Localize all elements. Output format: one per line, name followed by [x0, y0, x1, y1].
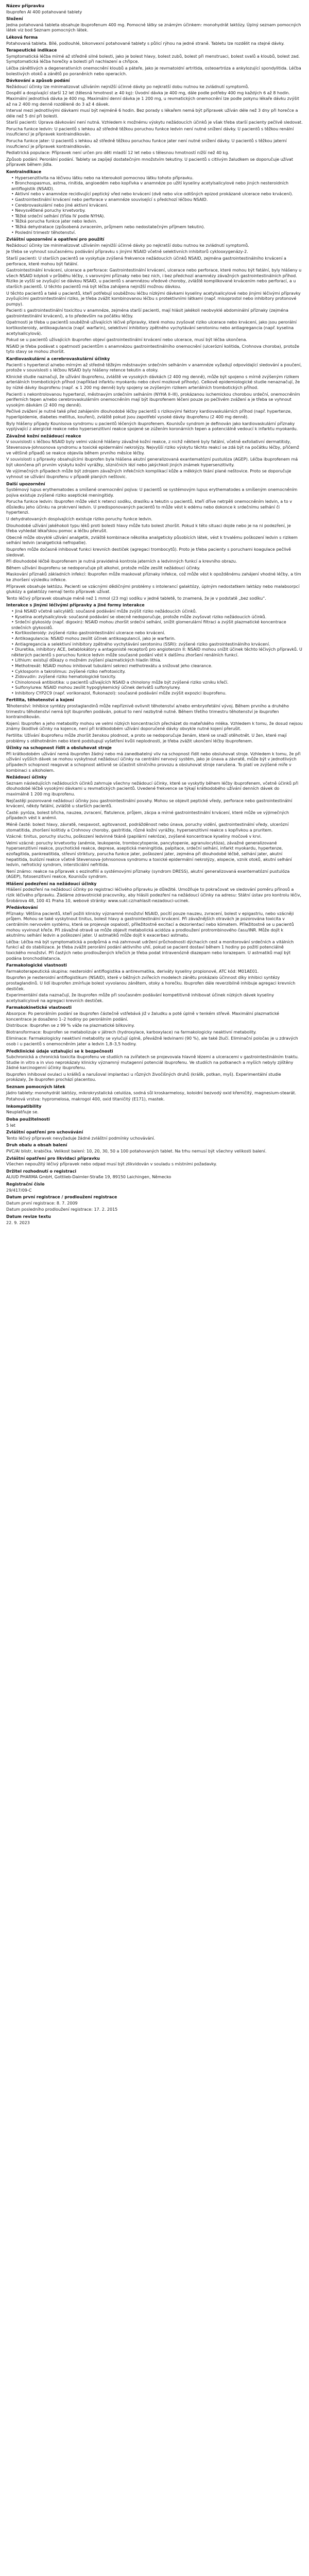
section-paragraph: Farmakoterapeutická skupina: nesteroidní antiflogistika a antirevmatika, deriváty kyseliny propionové, ATC kód: M01AE01.	[6, 969, 259, 974]
section-paragraph: Interval mezi jednotlivými dávkami musí být nejméně 6 hodin. Bez porady s lékařem nemá být přípravek užíván déle než 3 dny při horečce a déle než 5 dní při bolesti.	[6, 108, 298, 118]
section-heading: Seznam pomocných látek	[6, 1084, 65, 1090]
section-paragraph: Při krátkodobém užívání nemá ibuprofen žádný nebo má zanedbatelný vliv na schopnost řídit nebo obsluhovat stroje. Vzhledem k tomu, že při užívání vyšších dávek se mohou vyskytnout nežádoucí účinky na centrální nervový systém, jako je únava a závratě, může být v jednotlivých případech schopnost reagovat a schopnost aktivně se účastnit silničního provozu a obsluhovat stroje narušena. To platí ve zvýšené míře v kombinaci s alkoholem.	[6, 751, 301, 773]
section-paragraph: Léčba: Léčba má být symptomatická a podpůrná a má zahrnovat udržení průchodnosti dýchacích cest a monitorování srdečních a vitálních funkcí až do stabilizace. Je třeba zvážit perorální podání aktivního uhlí, pokud se pacient dostaví během 1 hodiny po požití potenciálně toxického množství. Při častých nebo prodloužených křečích je třeba podat intravenózně diazepam nebo lorazepam. U astmatiků mají být podána bronchodilatancia.	[6, 939, 294, 961]
section	[6, 1104, 303, 1115]
section-paragraph: 22. 9. 2023	[6, 1220, 30, 1225]
section-paragraph: Dospělí a dospívající starší 12 let (tělesná hmotnost ≥ 40 kg): Úvodní dávka je 400 mg, dále podle potřeby 400 mg každých 6 až 8 hodin. Maximální jednotlivá dávka je 400 mg. Maximální denní dávka je 1 200 mg, u revmatických onemocnění lze podle pokynu lékaře dávku zvýšit až na 2 400 mg denně rozděleně do 3 až 4 dávek.	[6, 91, 299, 107]
section	[6, 482, 303, 602]
section-paragraph: Datum posledního prodloužení registrace: 17. 2. 2015	[6, 1207, 118, 1212]
section-paragraph: U dehydratovaných dospívajících existuje riziko poruchy funkce ledvin.	[6, 517, 152, 522]
section-heading: Interakce s jinými léčivými přípravky a jiné formy interakce	[6, 603, 145, 608]
section-paragraph: Není známo: reakce na přípravek s eozinofilií a systémovými příznaky (syndrom DRESS), akutní generalizovaná exantematózní pustulóza (AGEP), fotosenzitivní reakce, Kounisův syndrom.	[6, 869, 290, 879]
section-heading: Inkompatibility	[6, 1104, 42, 1109]
section-paragraph: Je třeba se vyhnout současnému podávání přípravku s jinými NSAID včetně selektivních inhibitorů cyklooxygenázy-2.	[6, 249, 248, 255]
list-item: • Cyklosporin a takrolimus: zvýšené riziko nefrotoxicity.	[11, 669, 303, 675]
section-paragraph: Potahová vrstva: hypromelosa, makrogol 400, oxid titaničitý (E171), mastek.	[6, 1097, 165, 1102]
list-item: • Diuretika, inhibitory ACE, betablokátory a antagonisté receptorů pro angiotenzin II: NSAID mohou snížit účinek těchto léčivých přípravků. U některých pacientů s poruchou funkce ledvin může současné podání vést k dalšímu zhoršení renálních funkcí.	[11, 647, 303, 658]
section	[6, 1143, 303, 1154]
section-heading: Název přípravku	[6, 4, 44, 8]
section-paragraph: Hlášení podezření na nežádoucí účinky po registraci léčivého přípravku je důležité. Umožňuje to pokračovat ve sledování poměru přínosů a rizik léčivého přípravku. Žádáme zdravotnické pracovníky, aby hlásili podezření na nežádoucí účinky na adresu: Státní ústav pro kontrolu léčiv, Šrobárova 48, 100 41 Praha 10, webové stránky: www.sukl.cz/nahlasit-nezadouci-ucinek.	[6, 887, 301, 903]
section	[6, 1084, 303, 1103]
section	[6, 1182, 303, 1193]
section-paragraph: Subchronická a chronická toxicita ibuprofenu ve studiích na zvířatech se projevovala hlavně lézemi a ulceracemi v gastrointestinálním traktu. Studie in vitro a in vivo neprokázaly klinicky významný mutagenní potenciál ibuprofenu. Ve studiích na potkanech a myších nebyly zjištěny žádné karcinogenní účinky ibuprofenu.	[6, 1055, 299, 1071]
section-heading: Farmakokinetické vlastnosti	[6, 1005, 72, 1010]
section-paragraph: Obecně může obvyklé užívání analgetik, zvláště kombinace několika analgeticky působících látek, vést k trvalému poškození ledvin s rizikem selhání ledvin (analgetická nefropatie).	[6, 535, 298, 546]
section-heading: Kardiovaskulární a cerebrovaskulární účinky	[6, 357, 110, 362]
section-heading: Léková forma	[6, 35, 38, 40]
section-paragraph: Seznam následujících nežádoucích účinků zahrnuje všechny nežádoucí účinky, které se vyskytly během léčby ibuprofenem, včetně účinků při dlouhodobé léčbě vysokými dávkami u revmatických pacientů. Uvedené frekvence se týkají krátkodobého užívání denních dávek do maximálně 1 200 mg ibuprofenu.	[6, 781, 299, 796]
section-heading: Předávkování	[6, 905, 38, 910]
section-heading: Účinky na schopnost řídit a obsluhovat stroje	[6, 745, 112, 751]
section	[6, 882, 303, 904]
section-paragraph: Jádro tablety: monohydrát laktózy, mikrokrystalická celulóza, sodná sůl kroskarmelosy, koloidní bezvodý oxid křemičitý, magnesium-stearát.	[6, 1090, 297, 1095]
section-paragraph: Kojení: Ibuprofen a jeho metabolity mohou ve velmi nízkých koncentracích přecházet do mateřského mléka. Vzhledem k tomu, že dosud nejsou známy škodlivé účinky na kojence, není při krátkodobém užívání doporučené dávky obvykle nutné kojení přerušit.	[6, 721, 303, 732]
section	[6, 963, 303, 1004]
list-item: • Gastrointestinální krvácení nebo perforace v anamnéze související s předchozí léčbou NSAID.	[11, 197, 303, 203]
section-paragraph: Pečlivé zvážení je nutné také před zahájením dlouhodobé léčby pacientů s rizikovými faktory kardiovaskulárních příhod (např. hypertenze, hyperlipidemie, diabetes mellitus, kouření), zvláště pokud jsou zapotřebí vysoké dávky ibuprofenu (2 400 mg denně).	[6, 409, 292, 419]
section-paragraph: Absorpce: Po perorálním podání se ibuprofen částečně vstřebává již v žaludku a poté úplně v tenkém střevě. Maximální plazmatické koncentrace je dosaženo 1–2 hodiny po perorálním podání.	[6, 1011, 280, 1022]
section-paragraph: Těhotenství: Inhibice syntézy prostaglandinů může nepříznivě ovlivnit těhotenství a/nebo embryofetální vývoj. Během prvního a druhého trimestru těhotenství nemá být ibuprofen podáván, pokud to není nezbytně nutné. Během třetího trimestru těhotenství je ibuprofen kontraindikován.	[6, 704, 289, 720]
section-paragraph: Způsob podání: Perorální podání. Tablety se zapíjejí dostatečným množstvím tekutiny. U pacientů s citlivým žaludkem se doporučuje užívat přípravek během jídla.	[6, 157, 293, 167]
list-item: • Kyselina acetylsalicylová: současné podávání se obecně nedoporučuje, protože může zvyšovat riziko nežádoucích účinků.	[11, 615, 303, 620]
section-heading: Složení	[6, 16, 23, 22]
section-paragraph: Nežádoucí účinky lze minimalizovat užíváním nejnižší účinné dávky po nejkratší dobu nutnou ke zvládnutí symptomů.	[6, 243, 249, 248]
section-paragraph: Ve výjimečných případech může být zdrojem závažných infekčních komplikací kůže a měkkých tkání plané neštovice. Proto se doporučuje vyhnout se užívání ibuprofenu v případě planých neštovic.	[6, 469, 291, 479]
section-heading: Nežádoucí účinky	[6, 775, 47, 780]
section-paragraph: Pacienti s hypertenzí a/nebo mírným až středně těžkým městnavým srdečním selháním v anamnéze vyžadují odpovídající sledování a poučení, protože v souvislosti s léčbou NSAID byly hlášeny retence tekutin a otoky.	[6, 362, 302, 373]
section-paragraph: Gastrointestinální krvácení, ulcerace a perforace: Gastrointestinální krvácení, ulcerace nebo perforace, které mohou být fatální, byly hlášeny u všech NSAID kdykoli v průběhu léčby, s varovnými příznaky nebo bez nich, i bez předchozí anamnézy závažných gastrointestinálních příhod. Riziko je vyšší se zvyšující se dávkou NSAID, u pacientů s anamnézou vředové choroby, zvláště komplikované krvácením nebo perforací, a u starších pacientů. U těchto pacientů má být léčba zahájena nejnižší možnou dávkou.	[6, 268, 302, 289]
section-paragraph: Ibuprofen je nesteroidní antiflogistikum (NSAID), které v běžných zvířecích modelech zánětu prokázalo účinnost díky inhibici syntézy prostaglandinů. U lidí ibuprofen zmírňuje bolest vyvolanou zánětem, otoky a horečku. Ibuprofen dále reverzibilně inhibuje agregaci krevních destiček.	[6, 975, 296, 991]
section-paragraph: Systémový lupus erythematodes a smíšené onemocnění pojiva: U pacientů se systémovým lupus erythematodes a smíšeným onemocněním pojiva existuje zvýšené riziko aseptické meningitidy.	[6, 487, 298, 498]
section-heading: Terapeutické indikace	[6, 48, 57, 53]
section-heading: Další upozornění	[6, 481, 45, 486]
section-paragraph: Ibuprofen Al 400 potahované tablety	[6, 9, 82, 14]
section-paragraph: Porucha funkce ledvin: Ibuprofen může vést k retenci sodíku, draslíku a tekutin u pacientů, kteří dříve netrpěli onemocněním ledvin, a to v důsledku jeho účinku na prokrvení ledvin. U predisponovaných pacientů to může vést k edému nebo dokonce k srdečnímu selhání či hypertenzi.	[6, 499, 292, 515]
section-paragraph: Během užívání ibuprofenu se nedoporučuje pít alkohol, protože může zesílit nežádoucí účinky.	[6, 565, 200, 570]
section	[6, 357, 303, 432]
list-item: • Lithium: existují důkazy o možném zvýšení plazmatických hladin lithia.	[11, 658, 303, 664]
section-heading: Datum první registrace / prodloužení registrace	[6, 1195, 117, 1200]
section-paragraph: V souvislosti s přípravky obsahujícími ibuprofen byla hlášena akutní generalizovaná exantematózní pustulóza (AGEP). Léčba ibuprofenem má být ukončena při prvním výskytu kožní vyrážky, slizničních lézí nebo jakýchkoli jiných známek hypersenzitivity.	[6, 457, 298, 467]
section-paragraph: Distribuce: Ibuprofen se z 99 % váže na plazmatické bílkoviny.	[6, 1023, 135, 1028]
section	[6, 434, 303, 480]
section-paragraph: Pacienti s gastrointestinální toxicitou v anamnéze, zejména starší pacienti, mají hlásit jakékoli neobvyklé abdominální příznaky (zejména gastrointestinální krvácení), a to především na počátku léčby.	[6, 308, 288, 318]
section-paragraph: V souvislosti s léčbou NSAID byly velmi vzácně hlášeny závažné kožní reakce, z nichž některé byly fatální, včetně exfoliativní dermatitidy, Stevensova-Johnsonova syndromu a toxické epidermální nekrolýzy. Nejvyšší riziko výskytu těchto reakcí se zdá být na počátku léčby, přičemž ve většině případů se reakce objevila během prvního měsíce léčby.	[6, 439, 299, 455]
section	[6, 1117, 303, 1128]
list-item: • Chinolonová antibiotika: u pacientů užívajících NSAID a chinolony může být zvýšené riziko vzniku křečí.	[11, 680, 303, 686]
section-heading: Zvláštní opatření pro uchovávání	[6, 1130, 83, 1135]
section-paragraph: Vzácné: tinitus, poruchy sluchu, poškození ledvinné tkáně (papilární nekróza), zvýšené koncentrace kyseliny močové v krvi.	[6, 834, 262, 839]
list-item: • Nevysvětlené poruchy krvetvorby.	[11, 208, 303, 214]
section-paragraph: Symptomatická léčba mírné až středně silné bolesti, jako je bolest hlavy, bolest zubů, bolest při menstruaci, bolest svalů a kloubů, bolest zad. Symptomatická léčba horečky a bolesti při nachlazení a chřipce.	[6, 54, 300, 64]
section-paragraph: Biotransformace: Ibuprofen se metabolizuje v játrech (hydroxylace, karboxylace) na farmakologicky neaktivní metabolity.	[6, 1029, 256, 1035]
list-item: • Cerebrovaskulární nebo jiné aktivní krvácení.	[11, 203, 303, 209]
section-paragraph: Léčba zánětlivých a degenerativních onemocnění kloubů a páteře, jako je revmatoidní artritida, osteoartróza a ankylozující spondylitida. Léčba bolestivých otoků a zánětů po poraněních nebo operacích.	[6, 65, 301, 76]
section-paragraph: 5 let	[6, 1123, 15, 1128]
list-item: • Hypersenzitivita na léčivou látku nebo na kteroukoli pomocnou látku tohoto přípravku.	[11, 176, 303, 181]
section	[6, 698, 303, 744]
section	[6, 170, 303, 235]
section-paragraph: Maskování příznaků základních infekcí: Ibuprofen může maskovat příznaky infekce, což může vést k opožděnému zahájení vhodné léčby, a tím ke zhoršení výsledku infekce.	[6, 572, 301, 582]
section-paragraph: Pacienti s nekontrolovanou hypertenzí, městnavým srdečním selháním (NYHA II–III), prokázanou ischemickou chorobou srdeční, onemocněním periferních tepen a/nebo cerebrovaskulárním onemocněním mají být ibuprofenem léčeni pouze po pečlivém zvážení a je třeba se vyhnout vysokým dávkám (2 400 mg denně).	[6, 392, 300, 408]
section-heading: Zvláštní upozornění a opatření pro použití	[6, 237, 105, 242]
list-item: • Zidovudin: zvýšené riziko hematologické toxicity.	[11, 674, 303, 680]
section	[6, 237, 303, 355]
section-heading: Předklinické údaje vztahující se k bezpečnosti	[6, 1048, 113, 1054]
section-heading: Závažné kožní nežádoucí reakce	[6, 433, 81, 438]
section-heading: Datum revize textu	[6, 1214, 51, 1219]
section-heading: Druh obalu a obsah balení	[6, 1143, 67, 1148]
section-paragraph: Velmi vzácné: poruchy krvetvorby (anémie, leukopenie, trombocytopenie, pancytopenie, agranulocytóza), závažné generalizované hypersenzitivní reakce, psychotické reakce, deprese, aseptická meningitida, palpitace, srdeční selhání, infarkt myokardu, hypertenze, ezofagitida, pankreatitida, střevní striktury, porucha funkce jater, poškození jater, zejména při dlouhodobé léčbě, selhání jater, akutní hepatitida, bulózní reakce včetně Stevensova-Johnsonova syndromu a toxické epidermální nekrolýzy, alopecie, vznik otoků, akutní selhání ledvin, nefrotický syndrom, intersticiální nefritida.	[6, 840, 292, 868]
section-heading: Fertilita, těhotenství a kojení	[6, 698, 74, 703]
section	[6, 16, 303, 33]
section	[6, 745, 303, 773]
list-item: • Těžká dehydratace (způsobená zvracením, průjmem nebo nedostatečným příjmem tekutin).	[11, 225, 303, 230]
section	[6, 1214, 303, 1226]
section-heading: Kontraindikace	[6, 170, 42, 175]
section-paragraph: Neuplatňuje se.	[6, 1110, 39, 1115]
section	[6, 1005, 303, 1047]
list-item: • Srdeční glykosidy (např. digoxin): NSAID mohou zhoršit srdeční selhání, snížit glomerulární filtraci a zvýšit plazmatické koncentrace srdečních glykosidů.	[11, 620, 303, 631]
list-item: • Jiná NSAID včetně salicylátů: současné podávání může zvýšit riziko nežádoucích účinků.	[11, 609, 303, 615]
list-item: • Kortikosteroidy: zvýšené riziko gastrointestinální ulcerace nebo krvácení.	[11, 631, 303, 636]
section-paragraph: Starší pacienti: Úprava dávkování není nutná. Vzhledem k možnému výskytu nežádoucích účinků je však třeba starší pacienty pečlivě sledovat.	[6, 120, 303, 125]
section-paragraph: Datum první registrace: 8. 7. 2009	[6, 1200, 78, 1206]
section	[6, 1195, 303, 1213]
list-item: • Antiagregancia a selektivní inhibitory zpětného vychytávání serotoninu (SSRI): zvýšené riziko gastrointestinálního krvácení.	[11, 642, 303, 648]
section-paragraph: Starší pacienti: U starších pacientů se vyskytuje zvýšená frekvence nežádoucích účinků NSAID, zejména gastrointestinálního krvácení a perforace, které mohou být fatální.	[6, 256, 286, 266]
list-item: • Aktivní nebo v anamnéze recidivující peptický vřed nebo krvácení (dvě nebo více odlišných epizod prokázané ulcerace nebo krvácení).	[11, 192, 303, 197]
section	[6, 1049, 303, 1083]
document-body	[0, 0, 309, 1230]
list-item: • Antikoagulancia: NSAID mohou zesílit účinek antikoagulancií, jako je warfarin.	[11, 636, 303, 642]
section	[6, 775, 303, 880]
section-paragraph: Všechen nepoužitý léčivý přípravek nebo odpad musí být zlikvidován v souladu s místními požadavky.	[6, 1162, 217, 1167]
section-heading: Dávkování a způsob podání	[6, 78, 70, 83]
section-paragraph: 29/417/09-C	[6, 1188, 32, 1193]
list-item: • Sulfonylurea: NSAID mohou zesílit hypoglykemický účinek derivátů sulfonylurey.	[11, 685, 303, 691]
section-paragraph: Jedna potahovaná tableta obsahuje ibuprofenum 400 mg. Pomocné látky se známým účinkem: monohydrát laktózy. Úplný seznam pomocných látek viz bod Seznam pomocných látek.	[6, 22, 301, 33]
section	[6, 48, 303, 77]
section-paragraph: Dlouhodobé užívání jakéhokoli typu léků proti bolesti hlavy může tuto bolest zhoršit. Pokud k této situaci dojde nebo je na ni podezření, je třeba vyhledat lékařskou pomoc a léčbu přerušit.	[6, 523, 291, 534]
section-heading: Registrační číslo	[6, 1181, 45, 1187]
section-paragraph: Nežádoucí účinky lze minimalizovat užíváním nejnižší účinné dávky po nejkratší dobu nutnou ke zvládnutí symptomů.	[6, 84, 249, 89]
section-paragraph: Fertilita: Užívání ibuprofenu může zhoršit ženskou plodnost, a proto se nedoporučuje ženám, které se snaží otěhotnět. U žen, které mají problémy s otěhotněním nebo které podstupují vyšetření kvůli neplodnosti, je třeba zvážit ukončení léčby ibuprofenem.	[6, 733, 287, 743]
section-paragraph: Klinické studie naznačují, že užívání ibuprofenu, zvláště ve vysokých dávkách (2 400 mg denně), může být spojeno s mírně zvýšeným rizikem arteriálních trombotických příhod (například infarktu myokardu nebo cévní mozkové příhody). Celkově epidemiologické studie nenaznačují, že by nízké dávky ibuprofenu (např. ≤ 1 200 mg denně) byly spojeny se zvýšeným rizikem arteriálních trombotických příhod.	[6, 374, 300, 390]
section-paragraph: ALIUD PHARMA GmbH, Gottlieb-Daimler-Straße 19, 89150 Laichingen, Německo	[6, 1175, 171, 1180]
section-heading: Zvláštní opatření pro likvidaci přípravku	[6, 1156, 100, 1161]
section-paragraph: Porucha funkce ledvin: U pacientů s lehkou až středně těžkou poruchou funkce ledvin není nutné snížení dávky. U pacientů s těžkou renální insuficiencí je přípravek kontraindikován.	[6, 126, 294, 137]
section	[6, 1130, 303, 1141]
section-paragraph: Příznaky: Většina pacientů, kteří požili klinicky významné množství NSAID, pocítí pouze nauzeu, zvracení, bolest v epigastriu, nebo vzácněji průjem. Mohou se také vyskytnout tinitus, bolest hlavy a gastrointestinální krvácení. Při závažnějších otravách je pozorována toxicita v centrálním nervovém systému, která se projevuje ospalostí, příležitostně excitací a dezorientací nebo kómatem. Příležitostně se u pacientů mohou vyvinout křeče. Při závažné otravě se může objevit metabolická acidóza a prodloužení protrombinového času/INR. Může dojít k akutnímu selhání ledvin a poškození jater. U astmatiků může dojít k exacerbaci astmatu.	[6, 911, 294, 938]
section	[6, 905, 303, 961]
section-paragraph: Experimentální data naznačují, že ibuprofen může při současném podávání kompetitivně inhibovat účinek nízkých dávek kyseliny acetylsalicylové na agregaci krevních destiček.	[6, 993, 274, 1003]
section-paragraph: Ibuprofen může dočasně inhibovat funkci krevních destiček (agregaci trombocytů). Proto je třeba pacienty s poruchami koagulace pečlivě sledovat.	[6, 547, 291, 557]
section-paragraph: Byly hlášeny případy Kounisova syndromu u pacientů léčených ibuprofenem. Kounisův syndrom je definován jako kardiovaskulární příznaky vyplývající z alergické reakce nebo hypersenzitivní reakce spojené se zúžením koronárních tepen a potenciálně vedoucí k infarktu myokardu.	[6, 421, 298, 432]
section-paragraph: Porucha funkce jater: U pacientů s lehkou až středně těžkou poruchou funkce jater není nutné snížení dávky. U pacientů s těžkou jaterní insuficiencí je přípravek kontraindikován.	[6, 139, 287, 149]
section	[6, 4, 303, 15]
section-heading: Hlášení podezření na nežádoucí účinky	[6, 881, 97, 886]
section-paragraph: PVC/Al blistr, krabička. Velikost balení: 10, 20, 30, 50 a 100 potahovaných tablet. Na trhu nemusí být všechny velikosti balení.	[6, 1149, 267, 1154]
section-paragraph: Přípravek obsahuje laktózu. Pacienti se vzácnými dědičnými problémy s intolerancí galaktózy, úplným nedostatkem laktázy nebo malabsorpcí glukózy a galaktózy nemají tento přípravek užívat.	[6, 584, 300, 595]
section-paragraph: Tento léčivý přípravek obsahuje méně než 1 mmol (23 mg) sodíku v jedné tabletě, to znamená, že je v podstatě „bez sodíku“.	[6, 596, 266, 601]
section-heading: Doba použitelnosti	[6, 1117, 50, 1122]
section-paragraph: Tento léčivý přípravek nevyžaduje žádné zvláštní podmínky uchovávání.	[6, 1136, 156, 1141]
section-paragraph: NSAID je třeba podávat s opatrností pacientům s anamnézou gastrointestinálního onemocnění (ulcerózní kolitida, Crohnova choroba), protože tyto stavy se mohou zhoršit.	[6, 344, 299, 354]
list-item: • Bronchospasmus, astma, rinitida, angioedém nebo kopřivka v anamnéze po užití kyseliny acetylsalicylové nebo jiných nesteroidních antiflogistik (NSAID).	[11, 181, 303, 192]
section-paragraph: Pokud se u pacientů užívajících ibuprofen objeví gastrointestinální krvácení nebo ulcerace, musí být léčba ukončena.	[6, 337, 247, 343]
section-paragraph: Méně časté: bolest hlavy, závratě, nespavost, agitovanost, podrážděnost nebo únava, poruchy vidění, gastrointestinální vředy, ulcerózní stomatitida, zhoršení kolitidy a Crohnovy choroby, gastritida, různé kožní vyrážky, hypersenzitivní reakce s kopřivkou a pruritem.	[6, 822, 289, 833]
section	[6, 1169, 303, 1180]
section	[6, 1156, 303, 1167]
list-item: • Methotrexát: NSAID mohou inhibovat tubulární sekreci methotrexátu a snižovat jeho clearance.	[11, 664, 303, 669]
list-item: • Inhibitory CYP2C9 (např. vorikonazol, flukonazol): současné podávání může zvýšit expozici ibuprofenu.	[11, 691, 303, 697]
list-item: • Poslední trimestr těhotenství.	[11, 230, 303, 236]
section-paragraph: Při dlouhodobé léčbě ibuprofenem je nutná pravidelná kontrola jaterních a ledvinných funkcí a krevního obrazu.	[6, 559, 237, 564]
section-heading: Farmakologické vlastnosti	[6, 963, 67, 968]
section-paragraph: U těchto pacientů a také u pacientů, kteří potřebují souběžnou léčbu nízkými dávkami kyseliny acetylsalicylové nebo jinými léčivými přípravky zvyšujícími gastrointestinální riziko, je třeba zvážit kombinovanou léčbu s protektivními látkami (např. misoprostol nebo inhibitory protonové pumpy).	[6, 291, 301, 307]
section	[6, 35, 303, 46]
list-item: • Těžká porucha funkce jater nebo ledvin.	[11, 219, 303, 225]
section	[6, 603, 303, 696]
section-paragraph: Časté: pyróza, bolest břicha, nauzea, zvracení, flatulence, průjem, zácpa a mírné gastrointestinální krvácení, které může ve výjimečných případech vést k anémii.	[6, 810, 289, 821]
section-paragraph: Potahovaná tableta. Bílé, podlouhlé, bikonvexní potahované tablety s půlicí rýhou na jedné straně. Tabletu lze rozdělit na stejné dávky.	[6, 41, 285, 46]
section-paragraph: Pediatrická populace: Přípravek není určen pro děti mladší 12 let nebo s tělesnou hmotností nižší než 40 kg.	[6, 150, 229, 156]
list-item: • Těžké srdeční selhání (třída IV podle NYHA).	[11, 214, 303, 219]
section-paragraph: Ibuprofen inhiboval ovulaci u králíků a narušoval implantaci u různých živočišných druhů (králík, potkan, myš). Experimentální studie prokázaly, že ibuprofen prochází placentou.	[6, 1072, 281, 1082]
section-paragraph: Opatrnosti je třeba u pacientů souběžně užívajících léčivé přípravky, které mohou zvyšovat riziko ulcerace nebo krvácení, jako jsou perorální kortikosteroidy, antikoagulancia (např. warfarin), selektivní inhibitory zpětného vychytávání serotoninu nebo antiagregancia (např. kyselina acetylsalicylová).	[6, 320, 297, 336]
section-heading: Držitel rozhodnutí o registraci	[6, 1168, 77, 1174]
section-paragraph: Eliminace: Farmakologicky neaktivní metabolity se vylučují úplně, převážně ledvinami (90 %), ale také žlučí. Eliminační poločas je u zdravých osob i u pacientů s onemocněním jater a ledvin 1,8–3,5 hodiny.	[6, 1036, 298, 1046]
section-paragraph: Nejčastěji pozorované nežádoucí účinky jsou gastrointestinální povahy. Mohou se objevit peptické vředy, perforace nebo gastrointestinální krvácení, někdy fatální, zvláště u starších pacientů.	[6, 798, 293, 809]
section	[6, 78, 303, 168]
